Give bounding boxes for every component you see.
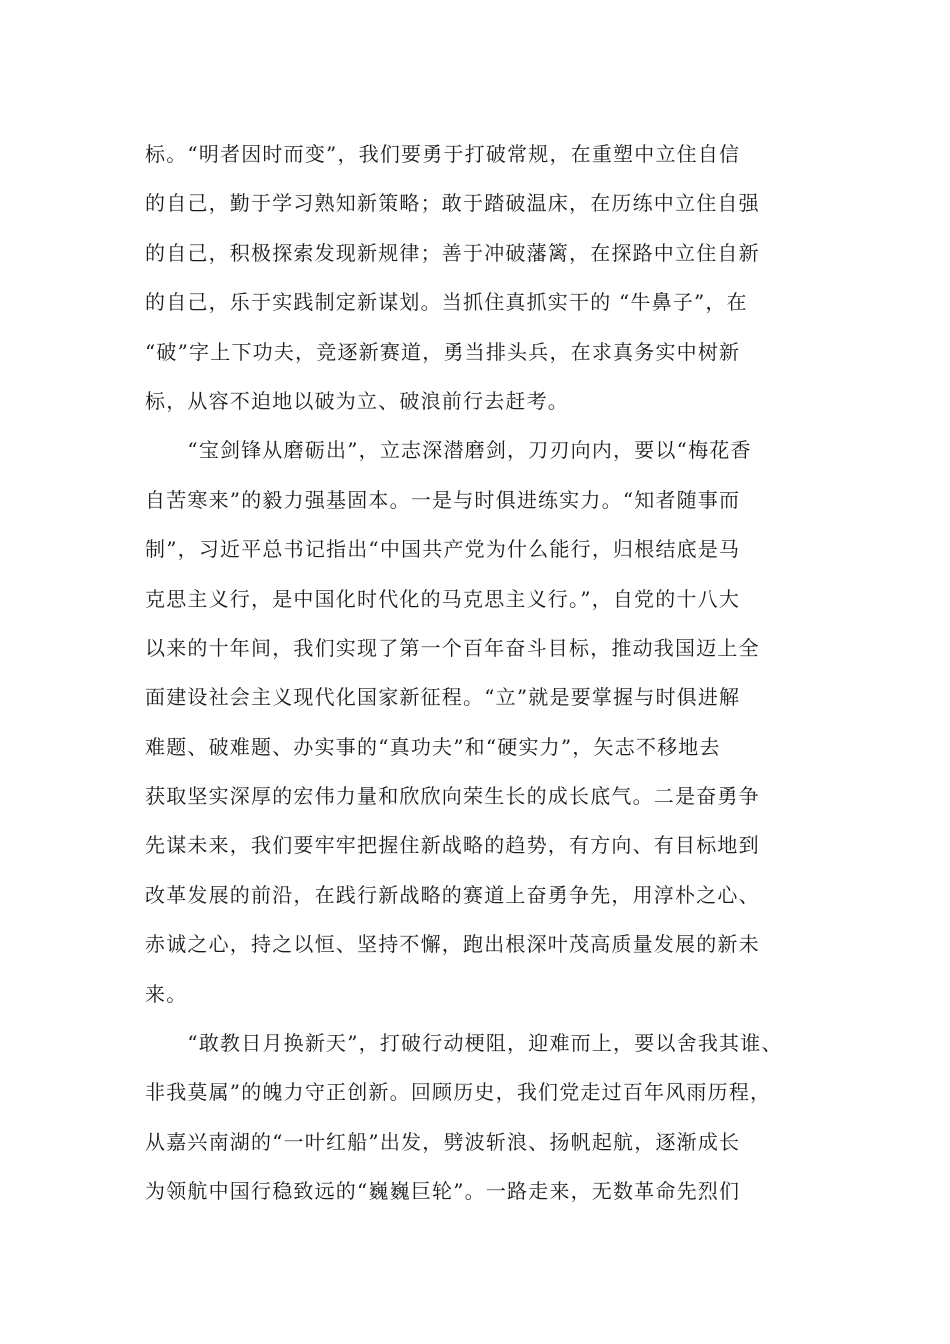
text-line: 的自己，积极探索发现新规律；善于冲破藩篱，在探路中立住自新: [145, 240, 760, 265]
text-line: “宝剑锋从磨砺出”，立志深潜磨剑，刀刃向内，要以“梅花香: [145, 438, 752, 463]
text-line: 制”，习近平总书记指出“中国共产党为什么能行，归根结底是马: [145, 537, 741, 562]
text-line: 先谋未来，我们要牢牢把握住新战略的趋势，有方向、有目标地到: [145, 833, 760, 858]
text-line: 的自己，乐于实践制定新谋划。当抓住真抓实干的 “牛鼻子”，在: [145, 290, 748, 315]
text-line: 获取坚实深厚的宏伟力量和欣欣向荣生长的成长底气。二是奋勇争: [145, 784, 760, 809]
text-line: 来。: [145, 981, 188, 1006]
text-line: 为领航中国行稳致远的“巍巍巨轮”。一路走来，无数革命先烈们: [145, 1179, 741, 1204]
text-line: 从嘉兴南湖的“一叶红船”出发，劈波斩浪、扬帆起航，逐渐成长: [145, 1129, 741, 1154]
text-line: 标。“明者因时而变”，我们要勇于打破常规，在重塑中立住自信: [145, 142, 741, 166]
text-line: 赤诚之心，持之以恒、坚持不懈，跑出根深叶茂高质量发展的新未: [145, 932, 760, 957]
body-text: [145, 130, 815, 1217]
text-line: 改革发展的前沿，在践行新战略的赛道上奋勇争先，用淳朴之心、: [145, 882, 760, 907]
text-line: “敢教日月换新天”，打破行动梗阻，迎难而上，要以舍我其谁、: [145, 1031, 783, 1056]
text-line: 非我莫属”的魄力守正创新。回顾历史，我们党走过百年风雨历程，: [145, 1080, 772, 1105]
text-line: 难题、破难题、办实事的“真功夫”和“硬实力”，矢志不移地去: [145, 734, 721, 759]
text-line: 面建设社会主义现代化国家新征程。“立”就是要掌握与时俱进解: [145, 685, 741, 710]
text-line: 以来的十年间，我们实现了第一个百年奋斗目标，推动我国迈上全: [145, 635, 760, 660]
text-line: 自苦寒来”的毅力强基固本。一是与时俱进练实力。“知者随事而: [145, 487, 741, 512]
text-line: “破”字上下功夫，竞逐新赛道，勇当排头兵，在求真务实中树新: [145, 339, 741, 364]
text-line: 的自己，勤于学习熟知新策略；敢于踏破温床，在历练中立住自强: [145, 191, 760, 216]
text-line: 克思主义行，是中国化时代化的马克思主义行。”，自党的十八大: [145, 586, 741, 611]
text-line: 标，从容不迫地以破为立、破浪前行去赶考。: [145, 388, 569, 413]
